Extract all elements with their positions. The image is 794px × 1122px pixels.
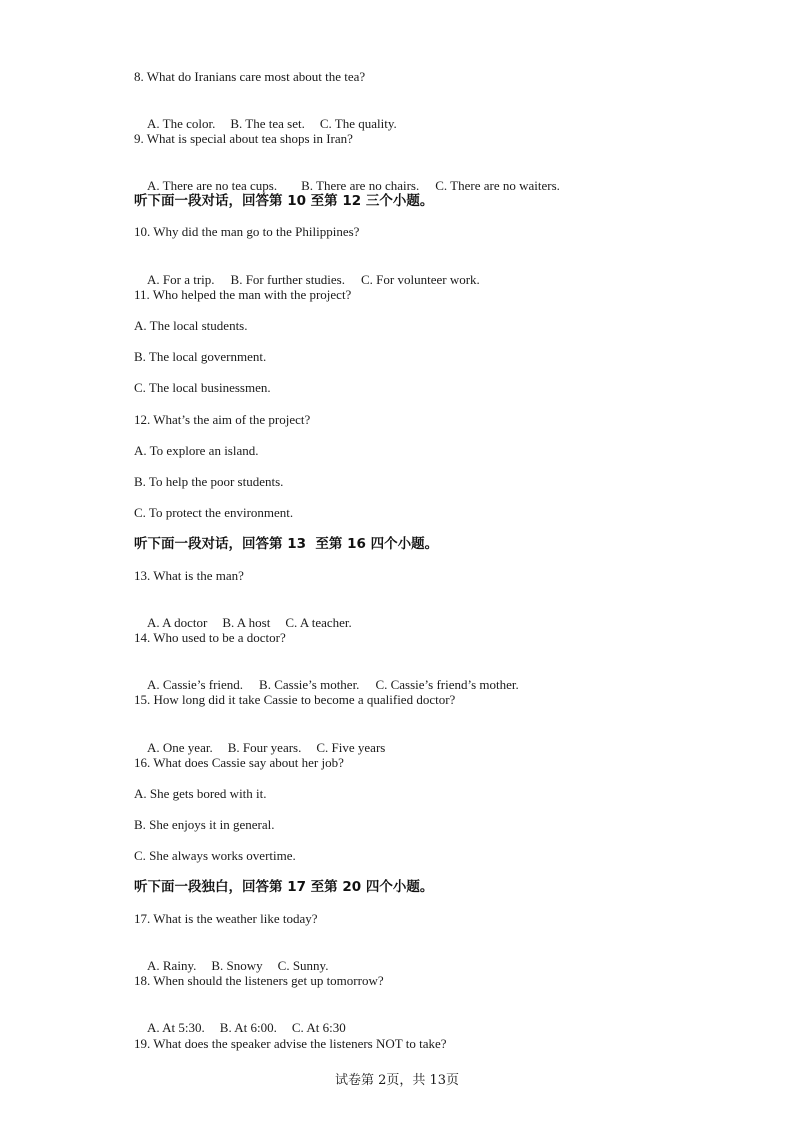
question-9: 9. What is special about tea shops in Iran? (134, 131, 353, 146)
option-a: A. The color. (147, 116, 216, 131)
question-11: 11. Who helped the man with the project? (134, 287, 352, 302)
question-13: 13. What is the man? (134, 568, 244, 583)
option-b: B. Snowy (211, 958, 263, 973)
section-heading: 听下面一段独白，回答第 17 至第 20 四个小题。 (134, 879, 434, 895)
option-c: C. For volunteer work. (361, 272, 480, 287)
option-c: C. Sunny. (277, 958, 329, 973)
question-15: 15. How long did it take Cassie to become a qualified doctor? (134, 692, 456, 707)
option-b: B. At 6:00. (219, 1020, 277, 1035)
option-a: A. Cassie’s friend. (147, 677, 244, 692)
option-b: B. To help the poor students. (134, 474, 284, 489)
option-c: C. The quality. (319, 116, 397, 131)
option-b: B. The tea set. (230, 116, 305, 131)
option-b: B. The local government. (134, 349, 267, 364)
option-b: B. A host (222, 615, 271, 630)
options-q14 (134, 661, 519, 692)
options-q17 (134, 942, 329, 973)
option-a: A. A doctor (147, 615, 208, 630)
option-c: C. To protect the environment. (134, 505, 294, 520)
option-a: A. At 5:30. (147, 1020, 205, 1035)
option-a: A. The local students. (134, 318, 248, 333)
question-17: 17. What is the weather like today? (134, 911, 318, 926)
option-a: A. For a trip. (147, 272, 215, 287)
option-c: C. There are no waiters. (435, 178, 560, 193)
question-10: 10. Why did the man go to the Philippines? (134, 224, 360, 239)
options-q18 (134, 1004, 346, 1035)
option-a: A. One year. (147, 740, 213, 755)
option-b: B. There are no chairs. (301, 178, 420, 193)
section-heading: 听下面一段对话，回答第 10 至第 12 三个小题。 (134, 193, 434, 209)
option-c: C. She always works overtime. (134, 848, 296, 863)
options-q15 (134, 724, 386, 755)
option-a: A. To explore an island. (134, 443, 259, 458)
option-b: B. Cassie’s mother. (259, 677, 360, 692)
option-a: A. Rainy. (147, 958, 197, 973)
options-q13 (134, 599, 352, 630)
option-b: B. Four years. (227, 740, 302, 755)
question-8: 8. What do Iranians care most about the tea? (134, 69, 366, 84)
question-19: 19. What does the speaker advise the listeners NOT to take? (134, 1036, 447, 1051)
options-q9 (134, 162, 560, 193)
options-q8 (134, 100, 397, 131)
option-b: B. For further studies. (230, 272, 345, 287)
section-heading: 听下面一段对话，回答第 13 至第 16 四个小题。 (134, 536, 439, 552)
question-16: 16. What does Cassie say about her job? (134, 755, 344, 770)
option-b: B. She enjoys it in general. (134, 817, 275, 832)
option-c: C. The local businessmen. (134, 380, 271, 395)
option-c: C. At 6:30 (291, 1020, 346, 1035)
question-12: 12. What’s the aim of the project? (134, 412, 311, 427)
option-c: C. A teacher. (285, 615, 352, 630)
option-c: C. Five years (316, 740, 386, 755)
option-c: C. Cassie’s friend’s mother. (375, 677, 519, 692)
question-18: 18. When should the listeners get up tomorrow? (134, 973, 384, 988)
option-a: A. She gets bored with it. (134, 786, 267, 801)
question-14: 14. Who used to be a doctor? (134, 630, 286, 645)
option-a: A. There are no tea cups. (147, 178, 278, 193)
page-footer: 试卷第 2页，共 13页 (334, 1073, 460, 1088)
options-q10 (134, 256, 480, 287)
